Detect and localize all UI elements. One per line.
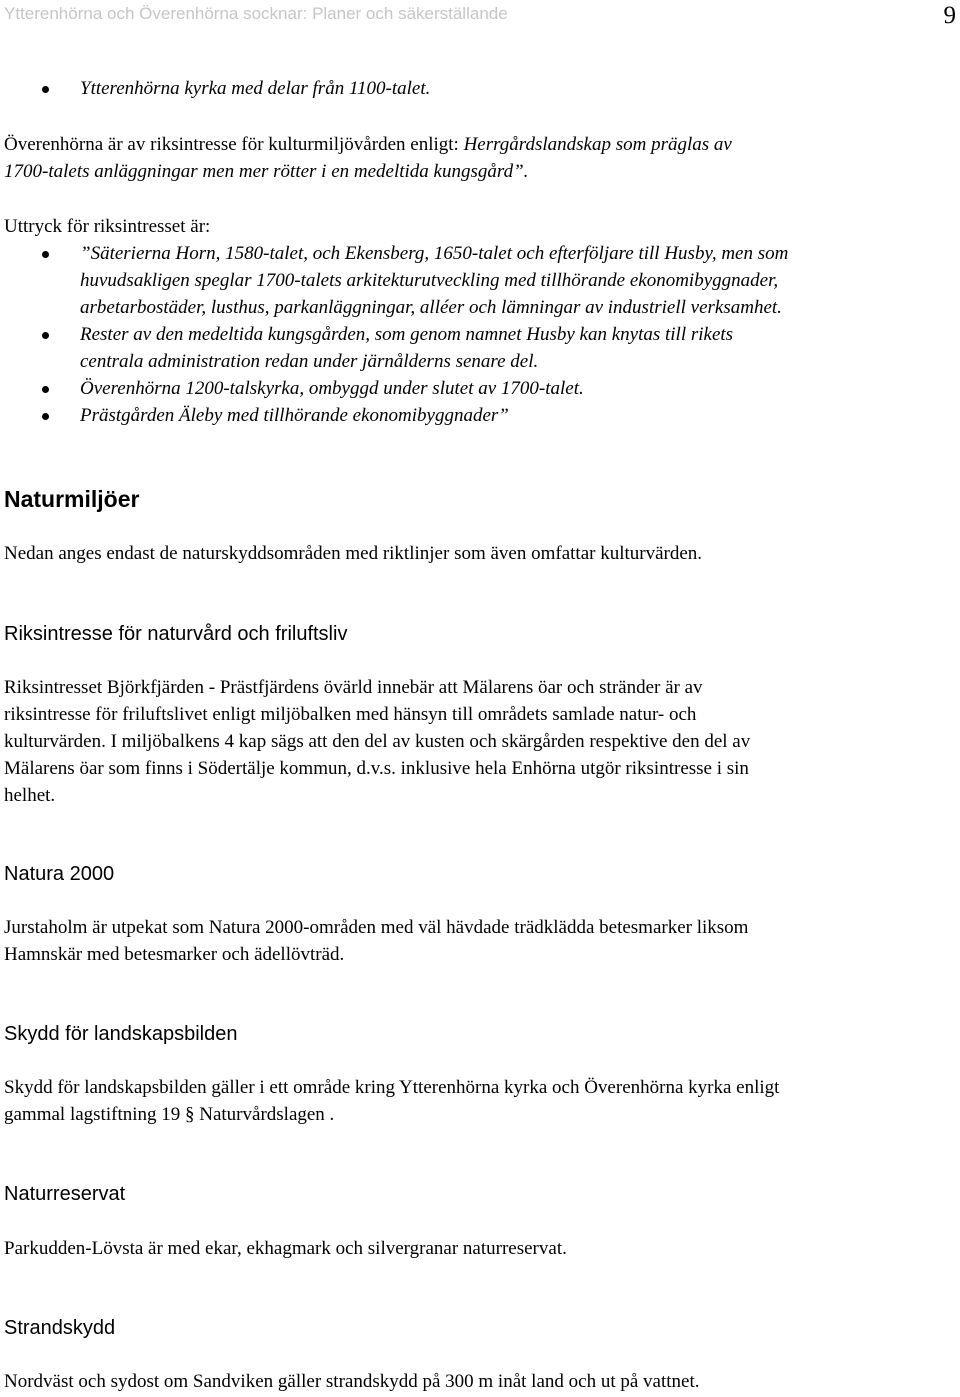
- section-heading-natura2000: Natura 2000: [4, 863, 115, 885]
- list-item: ”Säterierna Horn, 1580-talet, och Ekensberg, 1650-talet och efterföljare till Husby, men som huvudsakligen speglar 1700-talets arkitekturutveckling med tillhörande ekonomibyggnader, arbetarbostäder, lusthus, parkanläggningar, alléer och lämningar av industriell verksamhet.: [0, 240, 950, 321]
- overenhorna-paragraph: [4, 131, 954, 185]
- overenhorna-text: Överenhörna är av riksintresse för kulturmiljövården enligt:: [4, 134, 464, 155]
- naturmiljoer-text: Nedan anges endast de naturskyddsområden med riktlinjer som även omfattar kulturvärden.: [4, 543, 703, 564]
- page-header: [0, 0, 960, 30]
- section-heading-riksintresse: Riksintresse för naturvård och friluftsliv: [4, 623, 348, 645]
- naturreservat-text: Parkudden-Lövsta är med ekar, ekhagmark och silvergranar naturreservat.: [4, 1238, 567, 1259]
- section-heading-naturmiljoer: Naturmiljöer: [4, 486, 140, 512]
- bullet-list-heritage-intro: [0, 75, 950, 102]
- strandskydd-text: Nordväst och sydost om Sandviken gäller strandskydd på 300 m inåt land och ut på vattnet.: [4, 1371, 700, 1392]
- list-item: Överenhörna 1200-talskyrka, ombyggd under slutet av 1700-talet.: [0, 375, 950, 402]
- bullet-list-uttryck: [0, 240, 950, 429]
- list-item: Prästgården Äleby med tillhörande ekonomibyggnader”: [0, 402, 950, 429]
- natura2000-text: Jurstaholm är utpekat som Natura 2000-områden med väl hävdade trädklädda betesmarker liksom Hamnskär med betesmarker och ädellövträd.: [4, 917, 749, 965]
- overenhorna-quote: Herrgårdslandskap som präglas av 1700-talets anläggningar men mer rötter i en medeltida kungsgård”.: [4, 134, 732, 182]
- section-heading-naturreservat: Naturreservat: [4, 1183, 126, 1205]
- uttryck-intro: Uttryck för riksintresset är:: [4, 216, 211, 237]
- running-header-title: Ytterenhörna och Överenhörna socknar: Planer och säkerställande: [4, 4, 508, 23]
- page-number: 9: [943, 2, 956, 29]
- list-item: Ytterenhörna kyrka med delar från 1100-talet.: [0, 75, 950, 102]
- riksintresse-text: Riksintresset Björkfjärden - Prästfjärdens övärld innebär att Mälarens öar och stränder är av riksintresse för friluftslivet enligt miljöbalken med hänsyn till områdets samlade natur- och kulturvärden. I miljöbalkens 4 kap sägs att den del av kusten och skärgården respektive den del av Mälarens öar som finns i Södertälje kommun, d.v.s. inklusive hela Enhörna utgör riksintresse i sin helhet.: [4, 677, 751, 806]
- section-heading-strandskydd: Strandskydd: [4, 1317, 116, 1339]
- list-item: Rester av den medeltida kungsgården, som genom namnet Husby kan knytas till rikets centrala administration redan under järnålderns senare del.: [0, 321, 950, 375]
- section-heading-landskapsbild: Skydd för landskapsbilden: [4, 1023, 238, 1045]
- landskapsbild-text: Skydd för landskapsbilden gäller i ett område kring Ytterenhörna kyrka och Överenhörna kyrka enligt gammal lagstiftning 19 § Naturvårdslagen .: [4, 1077, 780, 1125]
